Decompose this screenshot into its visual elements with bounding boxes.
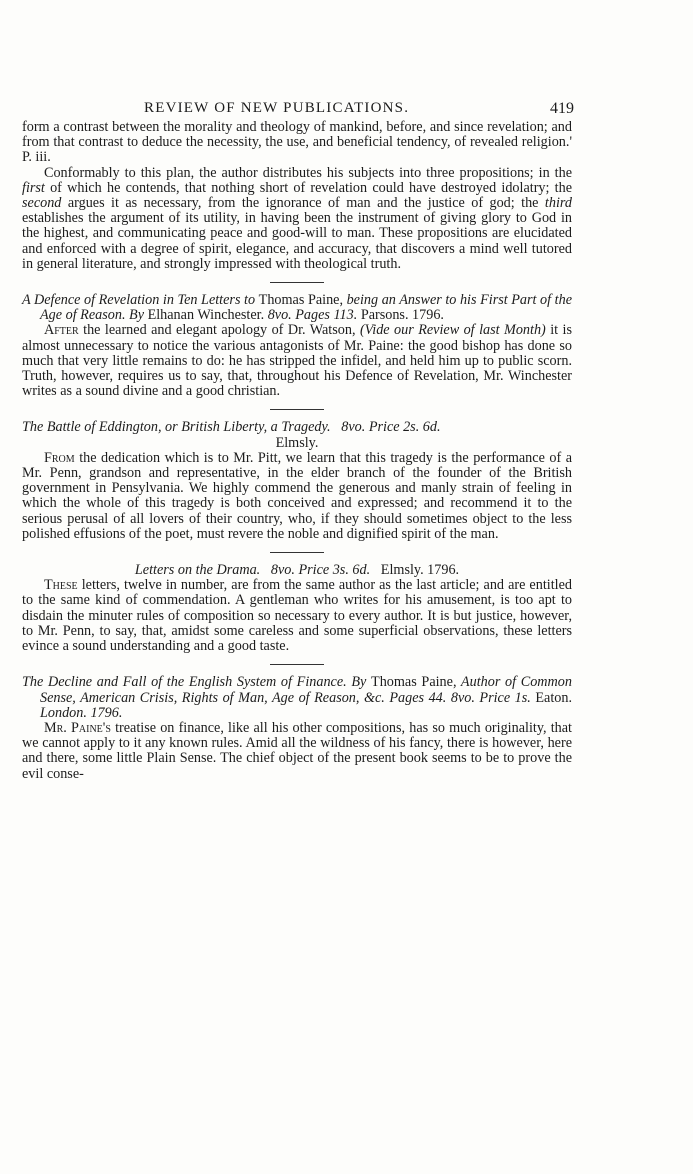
section-divider	[270, 664, 324, 665]
section-divider	[270, 552, 324, 553]
review-1-title: A Defence of Revelation in Ten Letters to Thomas Paine, being an Answer to his First Part of the Age of Reason. By Elhanan Winchester. 8vo. Pages 113. Parsons. 1796.	[22, 292, 572, 324]
intro-paragraph-1: form a contrast between the morality and theology of mankind, before, and since revelation; and from that contrast to deduce the necessity, the use, and beneficial tendency, of revealed religion.' P. iii.	[22, 119, 572, 166]
review-4-body: Mr. Paine's treatise on finance, like all his other compositions, has so much originality, that we cannot apply to it any known rules. Amid all the wildness of his fancy, there is however, here and there, some little Plain Sense. The chief object of the present book seems to be to prove the evil conse-	[22, 719, 572, 782]
running-head: REVIEW OF NEW PUBLICATIONS.	[144, 100, 410, 116]
review-3-body: These letters, twelve in number, are from the same author as the last article; and are entitled to the same kind of commendation. A gentleman who writes for his amusement, is too apt to disdain the minuter rules of composition so necessary to every author. It is but justice, however, to Mr. Penn, to say, that, amidst some careless and some superficial observations, these letters evince a sound understanding and a good taste.	[22, 577, 572, 655]
review-1-body: After the learned and elegant apology of Dr. Watson, (Vide our Review of last Month) it is almost unnecessary to notice the various antagonists of Mr. Paine: the good bishop has done so much that very little remains to do: he has stripped the infidel, and held him up to public scorn. Truth, however, requires us to say, that, throughout his Defence of Revelation, Mr. Winchester writes as a sound divine and a good christian.	[22, 322, 573, 400]
section-divider	[270, 409, 324, 410]
page-number: 419	[550, 100, 574, 117]
review-2-title: The Battle of Eddington, or British Liberty, a Tragedy. 8vo. Price 2s. 6d.	[22, 419, 441, 436]
review-3-title: Letters on the Drama. 8vo. Price 3s. 6d. Elmsly. 1796.	[134, 562, 460, 579]
page-body	[22, 120, 572, 782]
section-divider	[270, 282, 324, 283]
review-4-title: The Decline and Fall of the English System of Finance. By Thomas Paine, Author of Common Sense, American Crisis, Rights of Man, Age of Reason, &c. Pages 44. 8vo. Price 1s. Eaton. London. 1796.	[22, 674, 572, 721]
review-2-publisher: Elmsly.	[275, 434, 319, 451]
review-2-body: From the dedication which is to Mr. Pitt, we learn that this tragedy is the performance of a Mr. Penn, grandson and representative, in the elder branch of the founder of the British government in Pensylvania. We highly commend the generous and manly strain of feeling in which the whole of this tragedy is both conceived and expressed; and recommend it to the serious perusal of all lovers of their country, who, if they should sometimes object to the less polished effusions of the poet, must revere the noble and dignified spirit of the man.	[22, 449, 572, 542]
intro-paragraph-2: Conformably to this plan, the author distributes his subjects into three propositions; in the first of which he contends, that nothing short of revelation could have destroyed idolatry; the second argues it as necessary, from the ignorance of man and the justice of god; the third establishes the argument of its utility, in having been the instrument of giving glory to God in the highest, and communicating peace and good-will to man. These propositions are elucidated and enforced with a degree of spirit, elegance, and accuracy, that discovers a mind well tutored in general literature, and strongly impressed with theological truth.	[22, 164, 572, 272]
